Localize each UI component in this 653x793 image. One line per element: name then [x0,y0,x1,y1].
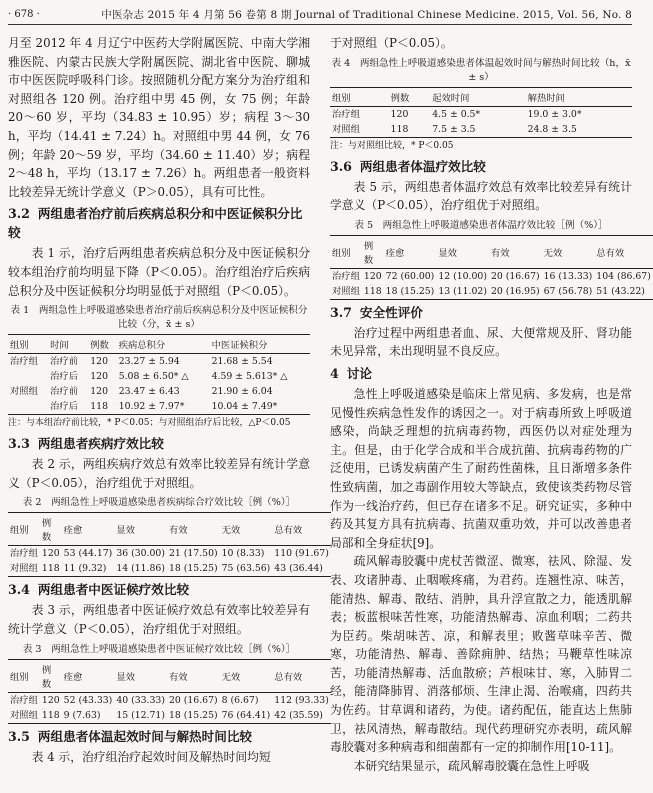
section-heading [8,204,310,242]
table-cell: 治疗组 [332,270,360,282]
table-cell: 19.0 ± 3.0* [527,108,582,120]
paragraph: 表 5 示，两组患者体温疗效总有效率比较差异有统计学意义（P＜0.05），治疗组优于对照组。 [330,179,632,213]
table-cell: 18 (15.25) [168,709,218,721]
table-header-cell: 无效 [220,659,273,692]
table-cell: 治疗组 [10,548,38,560]
table-cell: 10 (8.33) [221,548,265,560]
table-header-cell: 例数 [88,335,116,354]
table-cell: 21.68 ± 5.54 [211,356,273,368]
paragraph: 于对照组（P＜0.05）。 [330,36,453,50]
table-header-cell: 有效 [489,235,542,268]
paragraph: 疏风解毒胶囊中虎杖苦微涩、微寒，祛风、除湿、发表、攻诸肿毒、止咽喉疼痛，为君药。连翘性凉、味苦，能清热、解毒、散结、消肿，具升浮宣散之力，能透肌解表；板蓝根味苦性寒，功能清热解毒、凉血利咽；二药共为臣药。柴胡味苦、凉，和解表里；败酱草味辛苦、微寒，功能清热、解毒、善除痈肿、结热；马鞭草性味凉苦，功能清热解毒、活血散瘀；芦根味甘、寒，入肺胃二经，能清降肺胃、消落郁烦、生津止渴、治喉痛，四药共为佐药。甘草调和诸药，为使。诸药配伍，能直达上焦肺卫，祛风清热，解毒散结。现代药理研究亦表明，疏风解毒胶囊对多种病毒和细菌都有一定的抑制作用[10-11]。 [330,554,632,755]
paragraph: 急性上呼吸道感染是临床上常见病、多发病，也是常见慢性疾病急性发作的诱因之一。对于病毒所致上呼吸道感染，尚缺乏理想的抗病毒药物，西医仍以对症处理为主。但是，由于化学合成和半合成抗菌、抗病毒药物的广泛使用，已诱发病菌产生了耐药性菌株，且日渐增多条件性致病菌，加之毒副作用较大等缺点，致使该类药物尽管作为一线治疗药，但已存在诸多不足。研究证实，多种中药及其复方具有抗病毒、抗菌双重功效，并可以改善患者局部和全身症状[9]。 [330,386,632,550]
table-cell: 120 [390,108,409,120]
table-header-cell: 痊愈 [384,235,437,268]
table-header-cell: 显效 [114,659,167,692]
paragraph: 治疗过程中两组患者血、尿、大便常规及肝、肾功能未见异常，未出现明显不良反应。 [330,325,632,359]
table-row [8,692,331,708]
table-cell: 对照组 [10,563,38,575]
table-cell: 4.5 ± 0.5* [432,108,481,120]
table-header-cell: 无效 [220,513,273,546]
section-heading [8,727,310,746]
table-header-cell: 痊愈 [62,659,115,692]
table-cell: 治疗前 [50,386,79,398]
table-header-cell: 例数 [362,235,384,268]
section-number: 3.4 [8,582,30,598]
table-cell: 20 (16.95) [490,285,540,297]
section-number: 3.7 [330,304,352,320]
table-cell: 52 (43.33) [63,694,113,706]
table-note: 注：与对照组比较，* P＜0.05 [330,140,454,151]
paragraph: 月至 2012 年 4 月辽宁中医药大学附属医院、中南大学湘雅医院、内蒙古民族大学附属医院、湖北省中医院、聊城市中医医院呼吸科门诊。按照随机分配方案分为治疗组和对照组各 120 例。治疗组中男 45 例，女 75 例；年龄 20～60 岁，平均（34.83 ± 10.95）岁；病程 3～30 h，平均（14.41 ± 7.24）h。对照组中男 44 例，女 76 例；年龄 20～59 岁，平均（34.60 ± 11.40）岁；病程 2～48 h，平均（13.17 ± 7.26）h。两组患者一般资料比较差异无统计学意义（P＞0.05），具有可比性。 [8,36,310,199]
table-cell: 21.90 ± 6.04 [211,386,273,398]
table-cell: 110 (91.67) [274,548,329,560]
table-cell: 23.27 ± 5.94 [118,356,180,368]
section-title: 两组患者体温疗效比较 [359,158,486,174]
table-cell: 120 [90,356,108,368]
table-1 [8,334,310,415]
table-cell [8,369,48,384]
section-title: 讨论 [346,365,372,381]
table-header-cell: 例数 [40,659,62,692]
section-title: 安全性评价 [359,304,423,320]
table-header-cell: 总有效 [272,513,331,546]
table-cell: 36 (30.00) [116,548,165,560]
section-heading [330,364,632,383]
table-row [8,561,331,577]
section-title: 两组患者中医证候疗效比较 [37,582,190,598]
table-cell: 16 (13.33) [543,270,593,282]
right-column [330,34,651,775]
table-cell: 8 (6.67) [221,694,259,706]
table-row [8,546,331,562]
table-header-cell: 解热时间 [526,87,632,106]
section-heading [8,580,310,599]
table-header-cell: 有效 [167,659,220,692]
table-cell: 4.59 ± 5.613* △ [211,371,288,383]
table-row [8,369,310,384]
paragraph: 表 2 示，两组疾病疗效总有效率比较差异有统计学意义（P＜0.05），治疗组优于对照组。 [8,457,310,490]
section-heading [8,434,310,453]
table-cell: 10.92 ± 7.97* [118,401,185,413]
table-caption: 表 5 两组急性上呼吸道感染患者体温疗效比较［例（%）］ [354,219,608,231]
table-cell: 5.08 ± 6.50* △ [118,371,189,383]
table-cell: 对照组 [332,123,360,135]
table-cell: 53 (44.17) [63,548,113,560]
table-row [8,384,310,399]
table-caption: 表 3 两组急性上呼吸道感染患者中医证候疗效比较［例（%）］ [22,643,296,655]
table-cell: 72 (60.00) [385,270,435,282]
table-cell: 118 [363,285,382,297]
section-title: 两组患者疾病疗效比较 [37,436,164,452]
section-title: 两组患者治疗前后疾病总积分和中医证候积分比较 [8,206,303,241]
table-row [330,284,653,300]
page-header [8,4,632,25]
table-cell: 23.47 ± 6.43 [118,386,180,398]
table-header-cell: 起效时间 [430,87,525,106]
table-header-cell: 组别 [8,335,48,354]
table-caption: 表 1 两组急性上呼吸道感染患者治疗前后疾病总积分及中医证候积分比较（分，x̄ ± s） [10,305,308,331]
table-caption: 表 4 两组急性上呼吸道感染患者体温起效时间与解热时间比较（h，x̄ ± s） [331,57,631,83]
table-cell: 对照组 [10,386,38,398]
left-column [8,34,329,766]
table-cell: 18 (15.25) [385,285,435,297]
paragraph: 表 3 示，两组患者中医证候疗效总有效率比较差异有统计学意义（P＜0.05），治疗组优于对照组。 [8,603,310,636]
table-cell: 118 [90,401,108,413]
table-cell: 76 (64.41) [221,709,271,721]
table-cell: 治疗前 [50,356,79,368]
table-header-cell: 组别 [8,513,40,546]
section-number: 4 [330,365,339,381]
table-cell: 104 (86.67) [596,270,651,282]
table-cell: 120 [90,386,108,398]
table-cell: 43 (36.44) [274,563,323,575]
table-cell: 11 (9.32) [63,563,107,575]
table-header-cell: 例数 [40,513,62,546]
table-cell: 120 [41,694,60,706]
table-cell: 对照组 [10,709,38,721]
table-cell: 治疗组 [10,356,38,368]
table-4 [330,87,632,138]
table-header-cell: 痊愈 [62,513,115,546]
table-cell: 40 (33.33) [116,694,165,706]
table-cell: 20 (16.67) [168,694,218,706]
table-cell: 13 (11.02) [438,285,487,297]
table-cell: 18 (15.25) [168,563,218,575]
table-cell: 治疗组 [332,108,360,120]
table-header-cell: 总有效 [272,659,331,692]
table-cell: 治疗后 [50,371,79,383]
table-row [330,122,632,138]
table-cell: 112 (93.33) [274,694,329,706]
table-header-cell: 组别 [330,87,389,106]
table-header-cell: 组别 [330,235,362,268]
table-header-cell: 无效 [542,235,595,268]
table-header-cell: 有效 [167,513,220,546]
table-cell: 42 (35.59) [274,709,323,721]
table-cell: 9 (7.63) [63,709,101,721]
paragraph: 本研究结果显示，疏风解毒胶囊在急性上呼吸 [353,758,590,773]
table-note: 注：与本组治疗前比较，* P＜0.05；与对照组治疗后比较，△P＜0.05 [8,418,291,429]
table-caption: 表 2 两组急性上呼吸道感染患者疾病综合疗效比较［例（%）］ [22,497,296,509]
table-cell: 12 (10.00) [438,270,487,282]
table-header-cell: 时间 [48,335,88,354]
table-row [8,354,310,370]
table-header-cell: 疾病总积分 [117,335,210,354]
table-cell: 7.5 ± 3.5 [432,123,476,135]
table-row [330,268,653,284]
paragraph: 表 4 示，治疗组治疗起效时间及解热时间均短 [31,749,271,764]
table-row [8,399,310,415]
table-cell: 51 (43.22) [596,285,645,297]
table-cell: 治疗后 [50,401,79,413]
section-heading [330,303,632,322]
section-number: 3.3 [8,436,30,452]
table-cell: 24.8 ± 3.5 [527,123,577,135]
table-cell: 14 (11.86) [116,563,165,575]
section-number: 3.2 [8,206,30,222]
table-cell: 治疗组 [10,694,38,706]
table-cell: 75 (63.56) [221,563,271,575]
table-cell: 118 [41,709,60,721]
table-header-cell: 总有效 [594,235,653,268]
table-cell: 118 [41,563,60,575]
table-cell: 10.04 ± 7.49* [211,401,278,413]
table-header-cell: 例数 [389,87,431,106]
table-header-cell: 组别 [8,659,40,692]
table-cell: 120 [363,270,382,282]
table-cell: 67 (56.78) [543,285,593,297]
table-cell [8,399,48,415]
table-header-cell: 中医证候积分 [210,335,310,354]
table-cell: 21 (17.50) [168,548,218,560]
section-heading [330,157,632,176]
table-cell: 120 [41,548,60,560]
table-cell: 15 (12.71) [116,709,165,721]
table-row [330,106,632,122]
table-cell: 对照组 [332,285,360,297]
table-3 [8,659,331,724]
page-number: · 678 · [8,8,40,20]
table-cell: 20 (16.67) [490,270,540,282]
section-number: 3.5 [8,728,30,744]
section-title: 两组患者体温起效时间与解热时间比较 [37,728,253,744]
table-2 [8,512,331,577]
paragraph: 表 1 示，治疗后两组患者疾病总积分及中医证候积分较本组治疗前均明显下降（P＜0.05）。治疗组治疗后疾病总积分及中医证候积分均明显低于对照组（P＜0.05）。 [8,246,310,298]
table-cell: 118 [390,123,409,135]
table-header-cell: 显效 [114,513,167,546]
table-header-cell: 显效 [436,235,489,268]
section-number: 3.6 [330,158,352,174]
table-5 [330,235,653,300]
table-row [8,708,331,724]
journal-title: 中医杂志 2015 年 4 月第 56 卷第 8 期 Journal of Traditional Chinese Medicine. 2015, Vol. 56, No. 8 [101,8,632,21]
table-cell: 120 [90,371,108,383]
